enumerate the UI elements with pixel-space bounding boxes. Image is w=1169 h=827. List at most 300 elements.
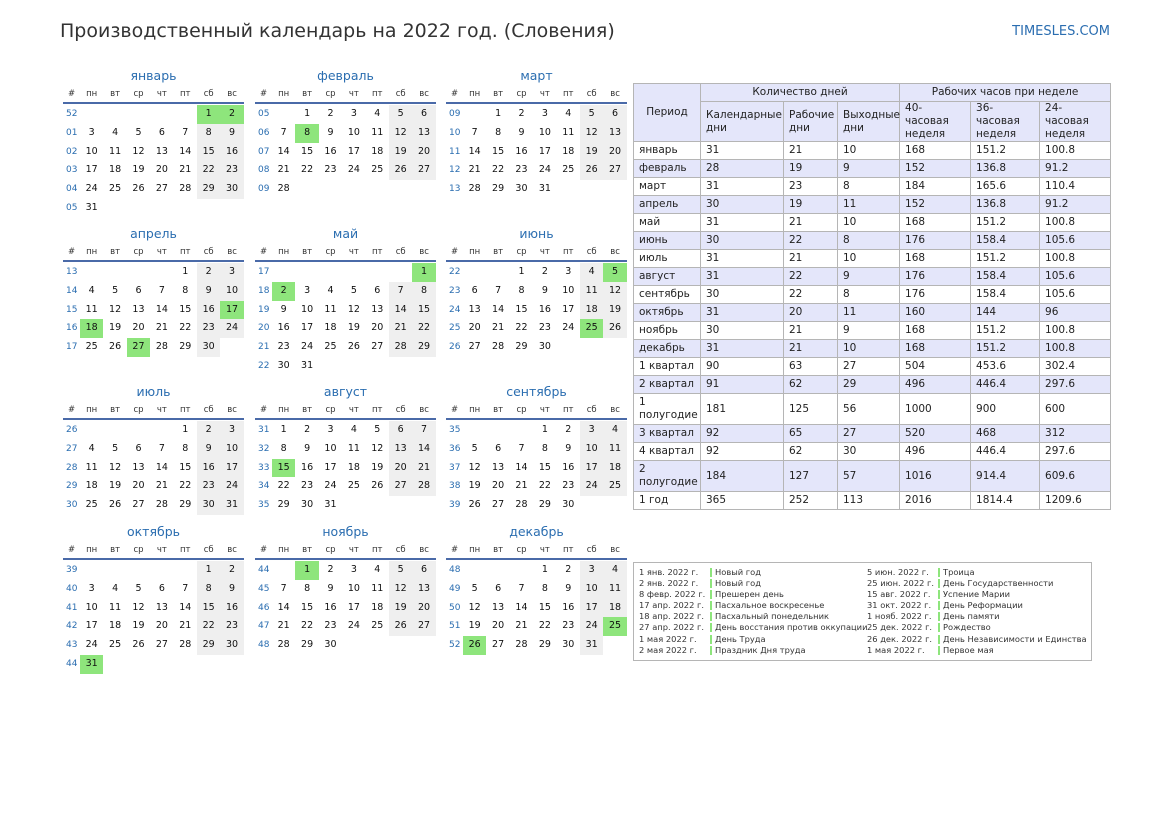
- calendar-day: 4: [580, 263, 603, 282]
- empty-day: [197, 199, 220, 218]
- week-number: 01: [66, 127, 78, 138]
- calendar-day: 5: [350, 284, 357, 296]
- calendar-day: 9: [304, 442, 311, 454]
- stat-value: 21: [784, 142, 838, 160]
- week-number-header: #: [450, 545, 459, 555]
- weekday-label: ср: [516, 545, 527, 555]
- week-number: 37: [449, 462, 461, 473]
- stat-value: 151.2: [971, 322, 1040, 340]
- calendar-day: 11: [603, 440, 626, 459]
- weekday-label: пт: [180, 247, 191, 257]
- stat-value: 496: [900, 443, 971, 461]
- header-days-off: Выходные дни: [838, 102, 900, 142]
- calendar-day: 14: [277, 601, 290, 613]
- week-number: 12: [449, 165, 461, 176]
- month-2: [255, 67, 436, 199]
- weekday-label: чт: [539, 545, 550, 555]
- weekday-label: сб: [586, 545, 597, 555]
- empty-day: [220, 655, 243, 674]
- calendar-day: 8: [304, 582, 311, 594]
- stat-value: 914.4: [971, 461, 1040, 492]
- stat-value: 21: [784, 250, 838, 268]
- stat-value: 100.8: [1040, 250, 1111, 268]
- calendar-day: 8: [197, 124, 220, 143]
- calendar-day: 23: [197, 319, 220, 338]
- calendar-day: 28: [179, 183, 192, 195]
- weekday-header: [446, 403, 627, 420]
- weekday-label: вс: [419, 247, 429, 257]
- stat-value: 158.4: [971, 286, 1040, 304]
- weekday-label: вт: [110, 89, 121, 99]
- calendar-day: 8: [280, 442, 287, 454]
- period-label: октябрь: [634, 304, 701, 322]
- stats-row: [634, 214, 1111, 232]
- calendar-day: 17: [85, 620, 98, 632]
- calendar-day: 10: [580, 440, 603, 459]
- stat-value: 2016: [900, 492, 971, 510]
- holiday-marker: [938, 568, 940, 577]
- stat-value: 10: [838, 250, 900, 268]
- calendar-day: 6: [412, 105, 435, 124]
- calendar-day: 8: [182, 442, 189, 454]
- calendar-day: 20: [603, 143, 626, 162]
- holiday-day: 1: [295, 561, 318, 580]
- period-label: июль: [634, 250, 701, 268]
- calendar-day: 17: [580, 599, 603, 618]
- calendar-day: 28: [277, 183, 290, 195]
- calendar-day: 24: [220, 477, 243, 496]
- empty-day: [103, 561, 126, 580]
- calendar-day: 26: [109, 499, 122, 511]
- calendar-day: 9: [280, 303, 287, 315]
- weekday-label: вс: [419, 405, 429, 415]
- week-number: 09: [449, 109, 461, 119]
- site-link[interactable]: TIMESLES.COM: [1012, 24, 1110, 39]
- calendar-day: 31: [538, 183, 551, 195]
- calendar-day: 11: [324, 303, 337, 315]
- weekday-label: чт: [348, 545, 359, 555]
- stats-subheader-row: [634, 102, 1111, 142]
- calendar-day: 16: [324, 601, 337, 613]
- period-label: 3 квартал: [634, 425, 701, 443]
- calendar-day: 9: [327, 126, 334, 138]
- calendar-day: 8: [541, 582, 548, 594]
- stat-value: 158.4: [971, 268, 1040, 286]
- calendar-day: 22: [179, 322, 192, 334]
- stat-value: 168: [900, 142, 971, 160]
- period-label: февраль: [634, 160, 701, 178]
- stats-row: [634, 196, 1111, 214]
- calendar-day: 9: [565, 442, 572, 454]
- calendar-day: 16: [324, 145, 337, 157]
- weekday-label: вс: [227, 545, 237, 555]
- calendar-day: 8: [412, 282, 435, 301]
- stats-row: [634, 394, 1111, 425]
- month-10: [63, 523, 244, 674]
- weekday-label: пт: [180, 545, 191, 555]
- calendar-day: 26: [389, 161, 412, 180]
- week-number: 10: [449, 127, 461, 138]
- calendar-day: 4: [603, 421, 626, 440]
- calendar-day: 27: [132, 499, 145, 511]
- weekday-header: [255, 543, 436, 560]
- month-8: [255, 383, 436, 515]
- week-number: 48: [449, 565, 461, 575]
- calendar-day: 12: [603, 282, 626, 301]
- calendar-day: 25: [371, 164, 384, 176]
- calendar-day: 13: [492, 601, 505, 613]
- weekday-label: пн: [278, 405, 290, 415]
- header-40h-week: 40-часовая неделя: [900, 102, 971, 142]
- calendar-day: 7: [495, 284, 502, 296]
- calendar-day: 19: [389, 599, 412, 618]
- empty-day: [366, 496, 389, 515]
- weekday-label: чт: [156, 247, 167, 257]
- week-number: 03: [66, 165, 78, 176]
- calendar-day: 24: [301, 341, 314, 353]
- stat-value: 181: [701, 394, 784, 425]
- stat-value: 446.4: [971, 376, 1040, 394]
- stats-row: [634, 160, 1111, 178]
- week-number: 13: [449, 184, 461, 195]
- stat-value: 609.6: [1040, 461, 1111, 492]
- stats-row: [634, 142, 1111, 160]
- calendar-day: 1: [182, 424, 189, 435]
- stats-row: [634, 322, 1111, 340]
- calendar-day: 10: [580, 580, 603, 599]
- calendar-day: 12: [109, 303, 122, 315]
- calendar-day: 14: [389, 301, 412, 320]
- calendar-day: 14: [492, 303, 505, 315]
- calendar-day: 3: [220, 263, 243, 282]
- week-number: 51: [449, 621, 461, 632]
- holiday-list: [633, 562, 1092, 661]
- holiday-marker: [710, 635, 712, 644]
- week-number: 32: [258, 443, 270, 454]
- weekday-label: пн: [469, 545, 481, 555]
- weekday-label: пн: [278, 545, 290, 555]
- calendar-day: 10: [324, 442, 337, 454]
- stat-value: 27: [838, 425, 900, 443]
- stat-value: 127: [784, 461, 838, 492]
- week-number-header: #: [259, 89, 268, 99]
- calendar-day: 17: [324, 461, 337, 473]
- week-number-header: #: [450, 89, 459, 99]
- calendar-day: 26: [603, 319, 626, 338]
- week-number: 43: [66, 640, 78, 651]
- holiday-date: 15 авг. 2022 г.: [867, 589, 931, 600]
- stat-value: 30: [701, 196, 784, 214]
- calendar-day: 7: [412, 421, 435, 440]
- header-days-group: Количество дней: [701, 84, 900, 102]
- holiday-name: День Труда: [715, 633, 766, 644]
- weekday-label: сб: [586, 247, 597, 257]
- stats-row: [634, 492, 1111, 510]
- weekday-label: пт: [372, 247, 383, 257]
- empty-day: [412, 496, 435, 515]
- month-name: октябрь: [126, 524, 180, 539]
- calendar-day: 26: [109, 341, 122, 353]
- calendar-day: 13: [412, 124, 435, 143]
- calendar-day: 6: [471, 284, 478, 296]
- empty-day: [103, 421, 126, 440]
- stat-value: 176: [900, 232, 971, 250]
- calendar-day: 10: [538, 126, 551, 138]
- stat-value: 165.6: [971, 178, 1040, 196]
- calendar-day: 30: [220, 636, 243, 655]
- month-name: июль: [136, 384, 171, 399]
- week-number: 22: [258, 360, 270, 371]
- holiday-marker: [938, 579, 940, 588]
- holiday-day: 15: [272, 459, 295, 478]
- calendar-day: 30: [220, 180, 243, 199]
- weekday-label: пт: [372, 545, 383, 555]
- calendar-day: 6: [495, 582, 502, 594]
- calendar-day: 30: [515, 183, 528, 195]
- stat-value: 176: [900, 286, 971, 304]
- week-number: 45: [258, 583, 270, 594]
- calendar-day: 21: [179, 620, 192, 632]
- month-days: [446, 561, 627, 655]
- calendar-day: 14: [412, 440, 435, 459]
- weekday-header: [63, 87, 244, 104]
- week-number: 34: [258, 481, 270, 492]
- holiday-name: День Независимости и Единства: [943, 633, 1087, 644]
- calendar-day: 23: [324, 164, 337, 176]
- month-name: июнь: [519, 226, 554, 241]
- calendar-day: 28: [277, 639, 290, 651]
- calendar-day: 12: [389, 124, 412, 143]
- weekday-label: вс: [610, 247, 620, 257]
- calendar-day: 27: [371, 341, 384, 353]
- calendar-day: 15: [179, 303, 192, 315]
- empty-day: [295, 263, 318, 282]
- week-number: 09: [258, 184, 270, 195]
- week-number: 19: [258, 304, 270, 315]
- calendar-day: 26: [132, 183, 145, 195]
- weekday-label: пт: [372, 89, 383, 99]
- empty-day: [389, 357, 412, 376]
- calendar-day: 27: [492, 499, 505, 511]
- calendar-day: 20: [132, 322, 145, 334]
- empty-day: [150, 655, 173, 674]
- calendar-day: 30: [301, 499, 314, 511]
- calendar-day: 11: [109, 601, 122, 613]
- holiday-name: Прешерен день: [715, 589, 784, 600]
- weekday-label: пн: [86, 247, 98, 257]
- stat-value: 184: [900, 178, 971, 196]
- month-name: ноябрь: [322, 524, 369, 539]
- weekday-label: пт: [563, 545, 574, 555]
- calendar-day: 17: [562, 303, 575, 315]
- calendar-day: 26: [371, 480, 384, 492]
- stat-value: 90: [701, 358, 784, 376]
- calendar-day: 21: [277, 620, 290, 632]
- calendar-day: 9: [197, 282, 220, 301]
- holiday-date: 2 мая 2022 г.: [639, 644, 697, 655]
- calendar-day: 4: [603, 561, 626, 580]
- weekday-label: вт: [302, 247, 313, 257]
- holiday-day: 5: [603, 263, 626, 282]
- stat-value: 297.6: [1040, 443, 1111, 461]
- stat-value: 28: [701, 160, 784, 178]
- holiday-date: 26 дек. 2022 г.: [867, 633, 933, 644]
- week-number: 33: [258, 462, 270, 473]
- calendar-day: 30: [538, 341, 551, 353]
- empty-day: [463, 105, 486, 124]
- stat-value: 176: [900, 268, 971, 286]
- month-days: [446, 105, 627, 199]
- week-number-header: #: [67, 405, 76, 415]
- calendar-day: 31: [85, 201, 98, 213]
- calendar-day: 29: [197, 180, 220, 199]
- empty-day: [197, 655, 220, 674]
- week-number: 11: [449, 146, 461, 157]
- holiday-marker: [710, 568, 712, 577]
- page-title: Производственный календарь на 2022 год. (Словения): [60, 20, 615, 42]
- weekday-label: ср: [516, 405, 527, 415]
- holiday-marker: [710, 612, 712, 621]
- calendar-day: 25: [371, 620, 384, 632]
- calendar-day: 13: [371, 303, 384, 315]
- calendar-day: 21: [389, 319, 412, 338]
- calendar-day: 21: [155, 322, 168, 334]
- weekday-label: сб: [395, 89, 406, 99]
- stat-value: 9: [838, 322, 900, 340]
- stats-row: [634, 443, 1111, 461]
- calendar-day: 6: [158, 582, 165, 594]
- calendar-day: 25: [603, 477, 626, 496]
- calendar-day: 31: [324, 499, 337, 511]
- calendar-day: 16: [301, 461, 314, 473]
- week-number: 48: [258, 640, 270, 651]
- empty-day: [272, 105, 295, 124]
- week-number: 41: [66, 602, 78, 613]
- month-7: [63, 383, 244, 515]
- stat-value: 184: [701, 461, 784, 492]
- calendar-day: 12: [132, 145, 145, 157]
- weekday-label: пт: [180, 405, 191, 415]
- calendar-day: 11: [371, 126, 384, 138]
- empty-day: [603, 338, 626, 357]
- empty-day: [463, 421, 486, 440]
- calendar-day: 27: [412, 617, 435, 636]
- empty-day: [603, 496, 626, 515]
- stat-value: 151.2: [971, 142, 1040, 160]
- calendar-day: 27: [412, 161, 435, 180]
- holiday-marker: [710, 590, 712, 599]
- empty-day: [366, 263, 389, 282]
- calendar-day: 5: [471, 442, 478, 454]
- calendar-day: 3: [565, 266, 572, 277]
- calendar-day: 9: [197, 440, 220, 459]
- holiday-marker: [710, 601, 712, 610]
- calendar-day: 28: [412, 477, 435, 496]
- empty-day: [580, 338, 603, 357]
- calendar-day: 13: [389, 440, 412, 459]
- calendar-day: 20: [412, 143, 435, 162]
- stat-value: 302.4: [1040, 358, 1111, 376]
- month-days: [255, 421, 436, 515]
- empty-day: [580, 496, 603, 515]
- weekday-label: вт: [493, 405, 504, 415]
- weekday-label: ср: [325, 247, 336, 257]
- calendar-day: 25: [347, 480, 360, 492]
- calendar-day: 28: [179, 639, 192, 651]
- calendar-day: 14: [515, 461, 528, 473]
- calendar-day: 28: [468, 183, 481, 195]
- empty-day: [127, 421, 150, 440]
- calendar-day: 4: [374, 108, 381, 119]
- calendar-day: 11: [371, 582, 384, 594]
- calendar-day: 23: [197, 477, 220, 496]
- weekday-label: чт: [348, 247, 359, 257]
- stat-value: 21: [784, 322, 838, 340]
- calendar-day: 1: [541, 424, 548, 435]
- weekday-label: ср: [516, 89, 527, 99]
- calendar-day: 19: [132, 164, 145, 176]
- calendar-day: 6: [374, 284, 381, 296]
- week-number: 06: [258, 127, 270, 138]
- calendar-day: 20: [132, 480, 145, 492]
- calendar-day: 23: [538, 322, 551, 334]
- calendar-day: 29: [301, 639, 314, 651]
- calendar-day: 15: [538, 461, 551, 473]
- stats-row: [634, 250, 1111, 268]
- empty-day: [220, 199, 243, 218]
- empty-day: [174, 105, 197, 124]
- calendar-day: 8: [182, 284, 189, 296]
- stat-value: 20: [784, 304, 838, 322]
- weekday-label: вс: [610, 545, 620, 555]
- stat-value: 31: [701, 178, 784, 196]
- calendar-day: 14: [155, 461, 168, 473]
- calendar-day: 24: [85, 183, 98, 195]
- week-number-header: #: [259, 545, 268, 555]
- calendar-day: 24: [538, 164, 551, 176]
- holiday-date: 18 апр. 2022 г.: [639, 611, 704, 622]
- calendar-day: 11: [109, 145, 122, 157]
- calendar-day: 10: [301, 303, 314, 315]
- weekday-label: пн: [86, 545, 98, 555]
- stat-value: 31: [701, 268, 784, 286]
- calendar-day: 28: [155, 499, 168, 511]
- stat-value: 1000: [900, 394, 971, 425]
- weekday-label: ср: [325, 89, 336, 99]
- stat-value: 21: [784, 214, 838, 232]
- calendar-day: 27: [389, 477, 412, 496]
- weekday-header: [63, 245, 244, 262]
- stat-value: 100.8: [1040, 322, 1111, 340]
- week-number: 22: [449, 267, 461, 277]
- stat-value: 158.4: [971, 232, 1040, 250]
- calendar-day: 9: [220, 124, 243, 143]
- calendar-day: 29: [179, 341, 192, 353]
- week-number: 46: [258, 602, 270, 613]
- stat-value: 8: [838, 178, 900, 196]
- stat-value: 136.8: [971, 160, 1040, 178]
- empty-day: [103, 199, 126, 218]
- calendar-day: 24: [85, 639, 98, 651]
- period-label: ноябрь: [634, 322, 701, 340]
- header-period: Период: [634, 84, 701, 142]
- holiday-marker: [938, 635, 940, 644]
- calendar-day: 17: [347, 601, 360, 613]
- calendar-day: 4: [88, 284, 95, 296]
- header-working-days: Рабочие дни: [784, 102, 838, 142]
- calendar-day: 5: [389, 561, 412, 580]
- calendar-day: 2: [197, 263, 220, 282]
